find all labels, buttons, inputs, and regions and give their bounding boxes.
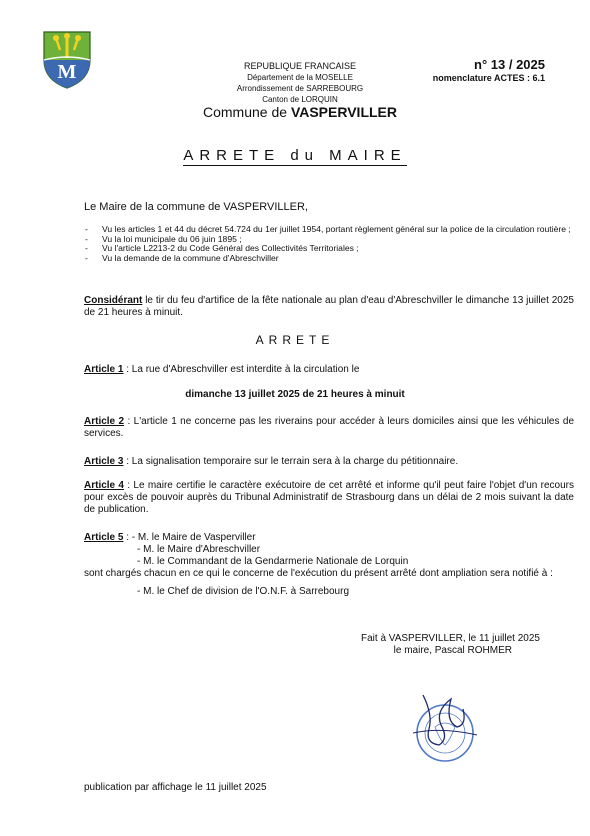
maire-line: le maire, Pascal ROHMER [393,645,512,656]
article-2-text: : L'article 1 ne concerne pas les riverains pour accéder à leurs domiciles ainsi que les véhicules de services. [84,416,574,439]
article-1-label: Article 1 [84,364,124,375]
article-5-label: Article 5 [84,532,124,543]
vu-item: - Vu la demande de la commune d'Abreschviller [84,254,574,264]
publication-note: publication par affichage le 11 juillet 2025 [84,782,267,793]
commune-name: VASPERVILLER [290,104,397,120]
article-5-recipient: - M. le Commandant de la Gendarmerie Nationale de Lorquin [137,556,409,567]
fait-line: Fait à VASPERVILLER, le 11 juillet 2025 [361,633,540,644]
commune-title [190,104,410,120]
article-3 [84,456,574,468]
arrondissement-label: Arrondissement de SARREBOURG [236,84,364,93]
commune-prefix: Commune de [203,104,291,120]
crest-letter: M [57,61,77,83]
arrete-number: n° 13 / 2025 [474,57,545,72]
article-2-label: Article 2 [84,416,125,427]
article-1-text: : La rue d'Abreschviller est interdite à la circulation le [123,364,360,375]
article-1-date: dimanche 13 juillet 2025 de 21 heures à minuit [185,389,405,400]
article-5-charges: sont chargés chacun en ce qui le concerne de l'exécution du présent arrêté dont ampliation sera notifié à : [84,568,553,579]
article-3-text: : La signalisation temporaire sur le terrain sera à la charge du pétitionnaire. [123,456,459,467]
article-4-text: : Le maire certifie le caractère exécutoire de cet arrêté et informe qu'il peut faire l'objet d'un recours pour excès de pouvoir auprès du Tribunal Administratif de Strasbourg dans un délai de 2 mois suivant la date de publication. [84,480,574,515]
article-1 [84,364,574,376]
article-5 [84,532,554,598]
commune-crest-logo [42,30,92,90]
document-title [0,147,590,164]
article-4 [84,480,574,516]
signature-stamp-image [395,685,485,770]
header-block [190,61,410,105]
vu-item: - Vu la loi municipale du 06 juin 1895 ; [84,235,574,245]
considerant-label: Considérant [84,295,143,306]
departement-label: Département de la MOSELLE [247,73,353,82]
article-5-first-recipient: : - M. le Maire de Vasperviller [123,532,256,543]
article-3-label: Article 3 [84,456,124,467]
arrete-heading: ARRETE [255,333,335,347]
reference-block [385,57,545,84]
article-5-recipient: - M. le Maire d'Abreschviller [137,544,261,555]
considerant-text: le tir du feu d'artifice de la fête nationale au plan d'eau d'Abreschviller le dimanche 13 juillet 2025 de 21 heures à minuit. [84,295,574,318]
vu-item: - Vu les articles 1 et 44 du décret 54.724 du 1er juillet 1954, portant règlement général sur la police de la circulation routière ; [84,225,574,235]
vu-item: - Vu l'article L2213-2 du Code Général des Collectivités Territoriales ; [84,244,574,254]
signature-block [300,633,540,657]
document-title-text: ARRETE du MAIRE [183,147,407,164]
intro-text: Le Maire de la commune de VASPERVILLER, [84,201,308,213]
considerant-paragraph [84,295,574,319]
article-5-notify: - M. le Chef de division de l'O.N.F. à Sarrebourg [137,586,350,597]
canton-label: Canton de LORQUIN [262,95,338,104]
republique-label: REPUBLIQUE FRANCAISE [243,61,357,71]
nomenclature-label: nomenclature ACTES : 6.1 [432,73,545,83]
vu-list [84,225,574,263]
article-2 [84,416,574,440]
article-4-label: Article 4 [84,480,124,491]
